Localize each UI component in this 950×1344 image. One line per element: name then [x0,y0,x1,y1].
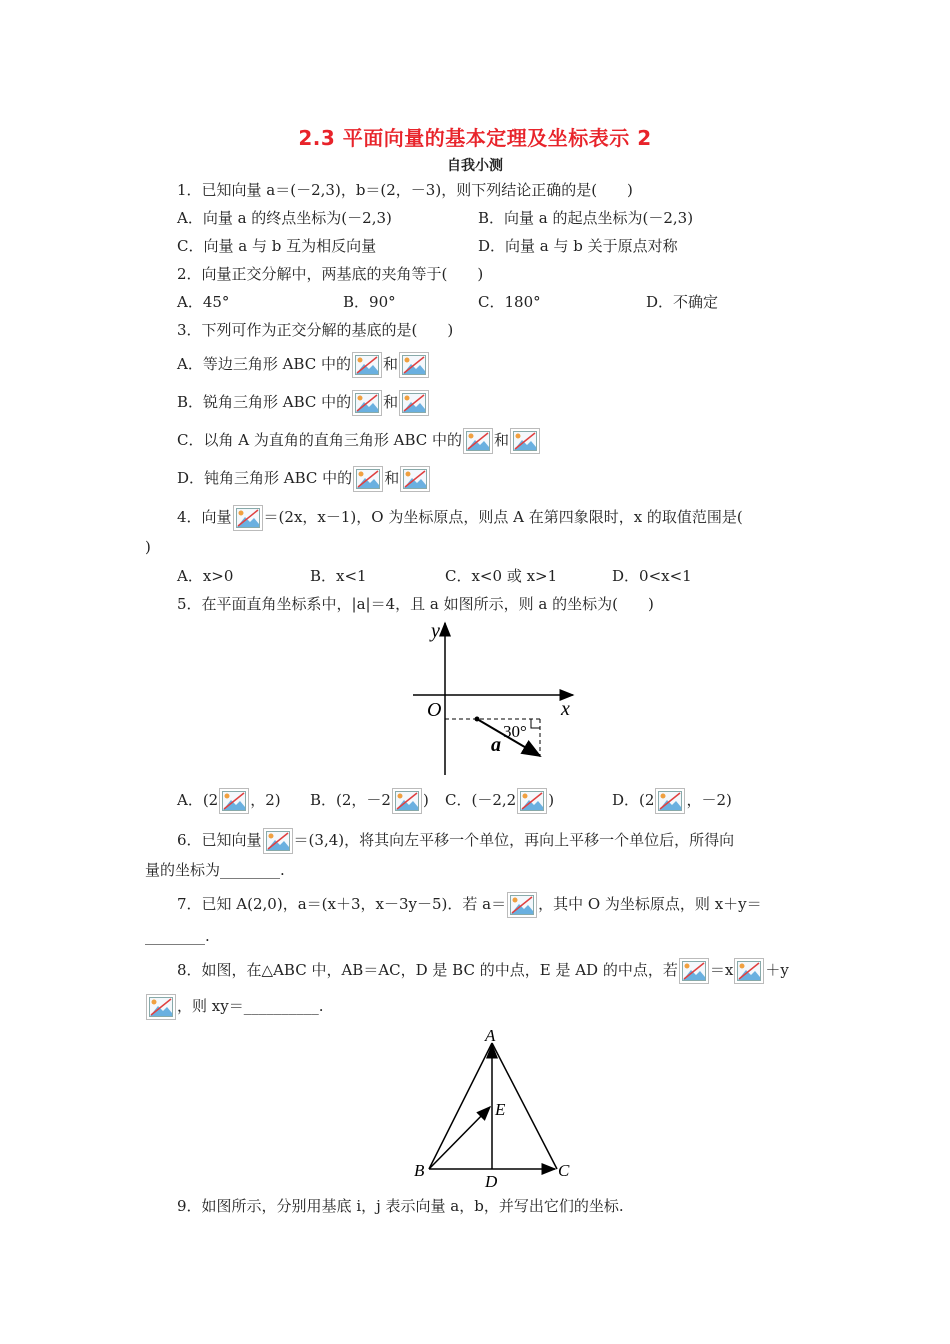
q3-option-d: D．钝角三角形 ABC 中的 和 [177,466,431,492]
q4-option-c: C．x<0 或 x>1 [445,567,558,585]
broken-image-icon [352,352,382,378]
q3-option-b: B．锐角三角形 ABC 中的 和 [177,390,430,416]
q5-option-c: C．(－2,2 ) [445,788,554,814]
q6-stem-tail: 量的坐标为________. [145,861,285,879]
q5-stem: 5．在平面直角坐标系中，|a|＝4，且 a 如图所示，则 a 的坐标为( ) [177,595,654,613]
y-axis-label: y [431,620,440,642]
q2-stem: 2．向量正交分解中，两基底的夹角等于( ) [177,265,484,283]
q1-option-d: D．向量 a 与 b 关于原点对称 [478,237,678,255]
broken-image-icon [400,466,430,492]
q3-stem: 3．下列可作为正交分解的基底的是( ) [177,321,454,339]
page-title: 2.3 平面向量的基本定理及坐标表示 2 [298,126,652,150]
q4-option-b: B．x<1 [310,567,367,585]
point-d-label: D [485,1172,498,1190]
broken-image-icon [399,390,429,416]
vector-be [429,1107,490,1169]
q4-stem-tail: ) [145,538,151,556]
broken-image-icon [510,428,540,454]
broken-image-icon [463,428,493,454]
q8-figure [405,1025,585,1190]
right-angle-mark [531,719,540,728]
broken-image-icon [399,352,429,378]
q8-stem: 8．如图，在△ABC 中，AB＝AC，D 是 BC 的中点，E 是 AD 的中点，若 ＝x ＋y [177,958,789,984]
q8-stem-tail: ，则 xy＝__________. [145,994,323,1020]
q3-option-a: A．等边三角形 ABC 中的 和 [177,352,430,378]
broken-image-icon [734,958,764,984]
point-e-label: E [495,1100,506,1119]
q5-figure [405,615,585,780]
q5-option-b: B．(2，－2 ) [310,788,429,814]
q2-option-d: D．不确定 [646,293,719,311]
side-ab [429,1043,492,1169]
q7-stem: 7．已知 A(2,0)，a＝(x＋3，x－3y－5)．若 a＝ ，其中 O 为坐标原点，则 x＋y＝ [177,892,762,918]
broken-image-icon [352,390,382,416]
broken-image-icon [219,788,249,814]
q6-stem: 6．已知向量 ＝(3,4)，将其向左平移一个单位，再向上平移一个单位后，所得向 [177,828,734,854]
q7-stem-tail: ________. [145,927,210,945]
broken-image-icon [679,958,709,984]
broken-image-icon [233,505,263,531]
q4-option-a: A．x>0 [177,567,234,585]
broken-image-icon [392,788,422,814]
q9-stem: 9．如图所示，分别用基底 i，j 表示向量 a，b，并写出它们的坐标. [177,1197,624,1215]
q3-option-c: C．以角 A 为直角的直角三角形 ABC 中的 和 [177,428,541,454]
broken-image-icon [353,466,383,492]
q4-option-d: D．0<x<1 [612,567,692,585]
q2-option-a: A．45° [177,293,230,311]
q5-option-d: D．(2 ，－2) [612,788,732,814]
q1-option-a: A．向量 a 的终点坐标为(－2,3) [177,209,392,227]
q1-option-c: C．向量 a 与 b 互为相反向量 [177,237,377,255]
page-subtitle: 自我小测 [447,158,503,174]
x-axis-label: x [561,698,570,720]
point-c-label: C [558,1161,570,1180]
vector-label: a [491,734,501,756]
angle-label: 30° [503,722,527,741]
broken-image-icon [655,788,685,814]
broken-image-icon [263,828,293,854]
broken-image-icon [146,994,176,1020]
point-a-label: A [485,1026,496,1045]
q2-option-c: C．180° [478,293,541,311]
origin-label: O [427,699,442,721]
q1-option-b: B．向量 a 的起点坐标为(－2,3) [478,209,694,227]
broken-image-icon [517,788,547,814]
point-b-label: B [414,1161,425,1180]
broken-image-icon [507,892,537,918]
q2-option-b: B．90° [343,293,396,311]
q4-stem: 4．向量 ＝(2x，x－1)，O 为坐标原点，则点 A 在第四象限时，x 的取值范围是( [177,505,743,531]
q5-option-a: A．(2 ，2) [177,788,281,814]
q1-stem: 1．已知向量 a＝(－2,3)，b＝(2，－3)，则下列结论正确的是( ) [177,181,633,199]
